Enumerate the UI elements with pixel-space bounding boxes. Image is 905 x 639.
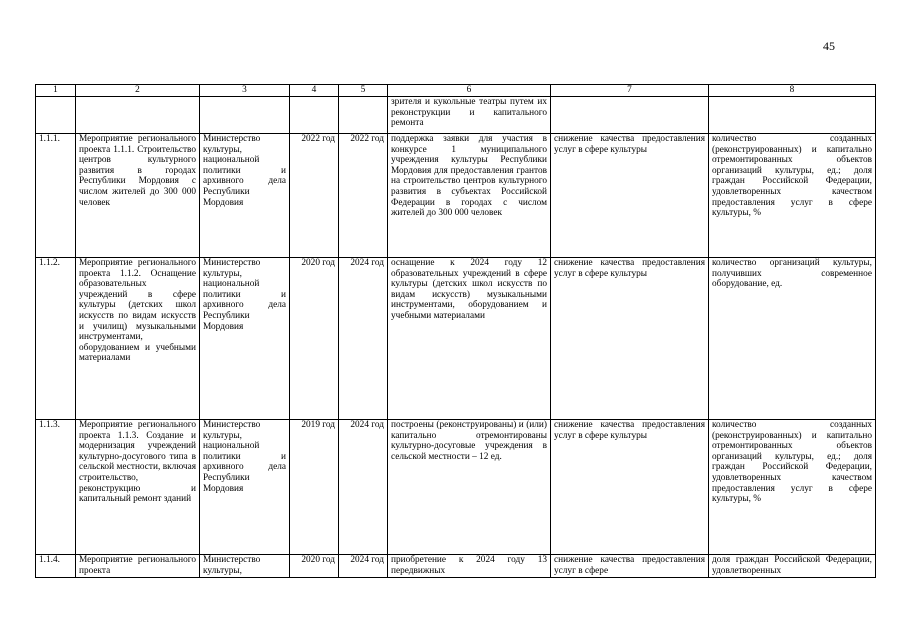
cell-end: 2024 год [339, 420, 388, 555]
cell-num: 1.1.4. [36, 555, 76, 578]
col-header-1: 1 [36, 85, 76, 97]
col-header-3: 3 [200, 85, 290, 97]
table-row [36, 555, 876, 578]
cell-indicator: количество организаций культуры, получивших современное оборудование, ед. [709, 258, 876, 420]
cell-executor: Министерство культуры, национальной политики и архивного дела Республики Мордовия [200, 420, 290, 555]
cell-num: 1.1.3. [36, 420, 76, 555]
cell-executor: Министерство культуры, национальной политики и архивного дела Республики Мордовия [200, 258, 290, 420]
cell-name: Мероприятие регионального проекта [76, 555, 200, 578]
cell-name [76, 97, 200, 134]
cell-indicator [709, 97, 876, 134]
cell-end [339, 97, 388, 134]
measures-table [35, 84, 876, 578]
table-row [36, 258, 876, 420]
cell-start [290, 97, 339, 134]
cell-indicator: количество созданных (реконструированных) и капитально отремонтированных объектов организаций культуры, ед.; доля граждан Российской Федерации, удовлетворенных качеством предоставления услуг в сфере культуры, % [709, 420, 876, 555]
cell-num [36, 97, 76, 134]
col-header-4: 4 [290, 85, 339, 97]
cell-effect: снижение качества предоставления услуг в сфере культуры [551, 134, 709, 258]
table-row [36, 97, 876, 134]
cell-end: 2024 год [339, 258, 388, 420]
cell-end: 2024 год [339, 555, 388, 578]
cell-indicator: количество созданных (реконструированных) и капитально отремонтированных объектов организаций культуры, ед.; доля граждан Российской Федерации, удовлетворенных качеством предоставления услуг в сфере культуры, % [709, 134, 876, 258]
cell-executor: Министерство культуры, национальной политики и архивного дела Республики Мордовия [200, 134, 290, 258]
cell-executor [200, 97, 290, 134]
cell-start: 2020 год [290, 555, 339, 578]
cell-executor: Министерство культуры, [200, 555, 290, 578]
col-header-5: 5 [339, 85, 388, 97]
cell-result: приобретение к 2024 году 13 передвижных [388, 555, 551, 578]
cell-effect: снижение качества предоставления услуг в сфере культуры [551, 420, 709, 555]
col-header-6: 6 [388, 85, 551, 97]
table-row [36, 420, 876, 555]
cell-name: Мероприятие регионального проекта 1.1.2. Оснащение образовательных учреждений в сфере культуры (детских школ искусств по видам искусств и училищ) музыкальными инструментами, оборудованием и учебными материалами [76, 258, 200, 420]
page-number: 45 [823, 39, 835, 53]
cell-result: зрителя и кукольные театры путем их реконструкции и капитального ремонта [388, 97, 551, 134]
header-row [36, 85, 876, 97]
cell-effect: снижение качества предоставления услуг в сфере [551, 555, 709, 578]
cell-num: 1.1.1. [36, 134, 76, 258]
cell-name: Мероприятие регионального проекта 1.1.1. Строительство центров культурного развития в городах Республики Мордовия с числом жителей до 300 000 человек [76, 134, 200, 258]
cell-end: 2022 год [339, 134, 388, 258]
col-header-7: 7 [551, 85, 709, 97]
col-header-8: 8 [709, 85, 876, 97]
cell-indicator: доля граждан Российской Федерации, удовлетворенных [709, 555, 876, 578]
cell-start: 2020 год [290, 258, 339, 420]
cell-num: 1.1.2. [36, 258, 76, 420]
cell-result: построены (реконструированы) и (или) капитально отремонтированы культурно-досуговые учреждения в сельской местности – 12 ед. [388, 420, 551, 555]
cell-name: Мероприятие регионального проекта 1.1.3. Создание и модернизация учреждений культурно-досугового типа в сельской местности, включая строительство, реконструкцию и капитальный ремонт зданий [76, 420, 200, 555]
table-row [36, 134, 876, 258]
cell-effect: снижение качества предоставления услуг в сфере культуры [551, 258, 709, 420]
cell-result: поддержка заявки для участия в конкурсе 1 муниципального учреждения культуры Республики Мордовия для предоставления грантов на строительство центров культурного развития в субъектах Российской Федерации в городах с числом жителей до 300 000 человек [388, 134, 551, 258]
cell-effect [551, 97, 709, 134]
cell-result: оснащение к 2024 году 12 образовательных учреждений в сфере культуры (детских школ искусств по видам искусств) музыкальными инструментами, оборудованием и учебными материалами [388, 258, 551, 420]
cell-start: 2019 год [290, 420, 339, 555]
cell-start: 2022 год [290, 134, 339, 258]
col-header-2: 2 [76, 85, 200, 97]
